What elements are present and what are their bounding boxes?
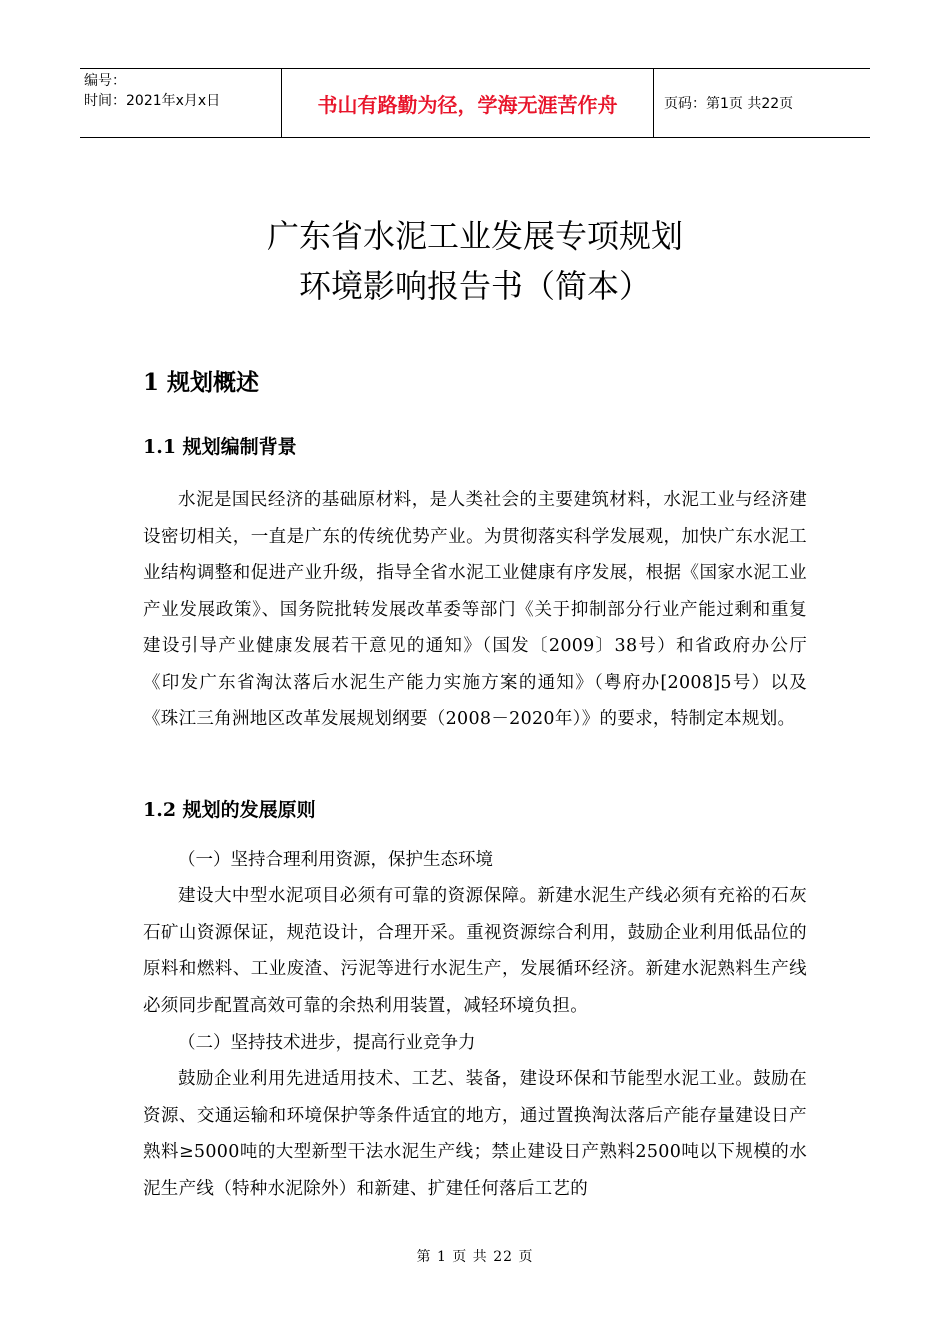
document-title-line1: 广东省水泥工业发展专项规划: [266, 217, 683, 255]
header-meta: [80, 69, 282, 137]
document-date: 时间：2021年x月x日: [84, 93, 221, 109]
principle-1-title: （一）坚持合理利用资源，保护生态环境: [178, 850, 493, 870]
page-footer: 第 1 页 共 22 页: [416, 1249, 534, 1265]
header-motto: 书山有路勤为径，学海无涯苦作舟: [282, 69, 654, 137]
page-header: [80, 68, 870, 138]
section-heading-1-2: 1.2 规划的发展原则: [143, 799, 316, 821]
header-page-info: 页码：第1页 共22页: [664, 96, 794, 112]
document-title-line2: 环境影响报告书（简本）: [298, 267, 651, 305]
principle-2-paragraph: 鼓励企业利用先进适用技术、工艺、装备，建设环保和节能型水泥工业。鼓励在资源、交通运输和环境保护等条件适宜的地方，通过置换淘汰落后产能存量建设日产熟料≥5000吨的大型新型干法水泥生产线；禁止建设日产熟料2500吨以下规模的水泥生产线（特种水泥除外）和新建、扩建任何落后工艺的: [143, 1069, 807, 1199]
background-paragraph: 水泥是国民经济的基础原材料，是人类社会的主要建筑材料，水泥工业与经济建设密切相关，一直是广东的传统优势产业。为贯彻落实科学发展观，加快广东水泥工业结构调整和促进产业升级，指导全省水泥工业健康有序发展，根据《国家水泥工业产业发展政策》、国务院批转发展改革委等部门《关于抑制部分行业产能过剩和重复建设引导产业健康发展若干意见的通知》（国发〔2009〕38号）和省政府办公厅《印发广东省淘汰落后水泥生产能力实施方案的通知》（粤府办[2008]5号）以及《珠江三角洲地区改革发展规划纲要（2008－2020年）》的要求，特制定本规划。: [143, 490, 807, 729]
document-number-label: 编号：: [84, 73, 126, 89]
section-heading-1: 1 规划概述: [143, 369, 260, 396]
section-heading-1-1: 1.1 规划编制背景: [143, 436, 297, 458]
principle-2-title: （二）坚持技术进步，提高行业竞争力: [178, 1033, 476, 1053]
principle-1-paragraph: 建设大中型水泥项目必须有可靠的资源保障。新建水泥生产线必须有充裕的石灰石矿山资源保证，规范设计，合理开采。重视资源综合利用，鼓励企业利用低品位的原料和燃料、工业废渣、污泥等进行水泥生产，发展循环经济。新建水泥熟料生产线必须同步配置高效可靠的余热利用装置，减轻环境负担。: [143, 886, 807, 1016]
